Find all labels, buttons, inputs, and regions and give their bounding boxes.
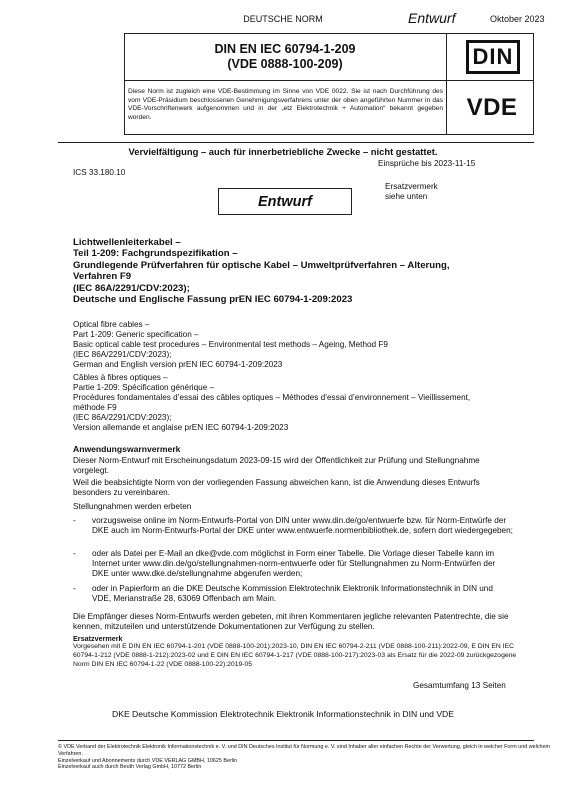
title-box-top-border <box>124 33 534 34</box>
footer-separator <box>58 740 534 741</box>
title-german-line: (IEC 86A/2291/CDV:2023); <box>73 282 190 294</box>
replacement-reference-line: siehe unten <box>385 192 428 201</box>
draft-label: Entwurf <box>408 10 456 26</box>
vde-regulation-note: Diese Norm ist zugleich eine VDE-Bestimmung im Sinne von VDE 0022. Sie ist nach Durchführung des vom VDE-Präsidium beschlossenen Genehmigungsverfahrens unter der oben angeführten Nummer in das VDE-Vorschriftenwerk aufgenommen und in der „etz Elektrotechnik + Automation“ bekannt gegeben worden. <box>128 88 443 121</box>
replacement-text: Vorgesehen mit E DIN EN IEC 60794-1-201 (VDE 0888-100-201):2023-10, DIN EN IEC 60794-2-211 (VDE 0888-100-211):2022-09, E DIN EN IEC 60794-1-212 (VDE 0888-1-212):2023-02 und E DIN EN IEC 60794-1-217 (VDE 0888-100-217):2023-03 als Ersatz für die 2022-09 zurückgezogene Norm DIN EN IEC 60794-1-22 (VDE 0888-100-22):2019-05 <box>73 643 517 668</box>
title-english-line: (IEC 86A/2291/CDV:2023); <box>73 350 172 359</box>
title-german-line: Grundlegende Prüfverfahren für optische Kabel – Umweltprüfverfahren – Alterung, <box>73 259 450 271</box>
standard-number <box>124 42 446 72</box>
title-box-divider <box>446 33 447 135</box>
title-french-line: Partie 1-209: Spécification générique – <box>73 383 215 392</box>
comments-requested: Stellungnahmen werden erbeten <box>73 502 192 511</box>
draft-stamp: Entwurf <box>218 188 352 215</box>
title-french-line: (IEC 86A/2291/CDV:2023); <box>73 413 172 422</box>
title-box-right-border <box>533 33 534 135</box>
objection-deadline: Einsprüche bis 2023-11-15 <box>378 159 476 168</box>
vde-logo: VDE <box>466 94 518 121</box>
title-french-line: Procédures fondamentales d’essai des câbles optiques – Méthodes d’essai d’environnement – Vieillissement, <box>73 393 471 402</box>
footer-line: Einzelverkauf und Abonnements durch VDE VERLAG GMBH, 10625 Berlin <box>58 757 238 764</box>
title-box-bottom-border <box>124 134 534 135</box>
standard-vde-number: (VDE 0888-100-209) <box>227 57 343 71</box>
replacement-reference-line: Ersatzvermerk <box>385 182 438 191</box>
copyright-footer <box>58 744 563 771</box>
title-german-line: Lichtwellenleiterkabel – <box>73 237 181 248</box>
title-german-line: Deutsche und Englische Fassung prEN IEC 60794-1-209:2023 <box>73 294 353 306</box>
reproduction-notice: Vervielfältigung – auch für innerbetriebliche Zwecke – nicht gestattet. <box>128 146 438 157</box>
patent-notice: Die Empfänger dieses Norm-Entwurfs werden gebeten, mit ihren Kommentaren jegliche relevanten Patentrechte, die sie kennen, mitzuteilen und unterstützende Dokumentationen zur Verfügung zu stellen. <box>73 612 509 631</box>
list-item-text: oder als Datei per E-Mail an dke@vde.com möglichst in Form einer Tabelle. Die Vorlage dieser Tabelle kann im Internet unter www.din.de/go/stellungnahmen-norm-entwuerfe oder für Stellungnahmen zu Norm-Entwürfen der DKE unter www.dke.de/stellungnahme abgerufen werden; <box>92 549 496 578</box>
list-dash: - <box>73 549 76 558</box>
standard-din-number: DIN EN IEC 60794-1-209 <box>214 42 356 56</box>
title-english <box>73 320 513 370</box>
list-dash: - <box>73 584 76 593</box>
title-french-line: Câbles à fibres optiques – <box>73 373 168 382</box>
title-box-mid-border <box>124 80 534 81</box>
title-french <box>73 373 513 433</box>
footer-line: Einzelverkauf auch durch Beuth Verlag GmbH, 10772 Berlin <box>58 764 202 771</box>
header-separator <box>58 142 534 143</box>
issue-date: Oktober 2023 <box>490 14 545 24</box>
committee-line: DKE Deutsche Kommission Elektrotechnik Elektronik Informationstechnik in DIN und VDE <box>112 709 454 719</box>
title-french-line: méthode F9 <box>73 403 117 412</box>
title-english-line: Basic optical cable test procedures – Environmental test methods – Ageing, Method F9 <box>73 340 388 349</box>
total-pages: Gesamtumfang 13 Seiten <box>413 681 506 690</box>
din-logo: DIN <box>466 40 520 74</box>
footer-line: © VDE Verband der Elektrotechnik Elektronik Informationstechnik e. V. und DIN Deutsches Institut für Normung e. V. sind Inhaber aller einfachen Rechte der Verwertung, gleich in welcher Form und welchem Verfahren. <box>58 744 550 757</box>
replacement-reference <box>385 182 438 202</box>
document-type: DEUTSCHE NORM <box>243 14 323 24</box>
list-item-text: oder in Papierform an die DKE Deutsche Kommission Elektrotechnik Elektronik Informationstechnik in DIN und VDE, Merianstraße 28, 63069 Offenbach am Main. <box>92 584 493 603</box>
list-item-text: vorzugsweise online im Norm-Entwurfs-Portal von DIN unter www.din.de/go/entwuerfe bzw. für Norm-Entwürfe der DKE auch im Norm-Entwurfs-Portal der DKE unter www.entwuerfe.normenbibliothek.de, sofern dort wiedergegeben; <box>92 516 513 535</box>
title-english-line: Optical fibre cables – <box>73 320 150 329</box>
title-english-line: German and English version prEN IEC 60794-1-209:2023 <box>73 360 283 369</box>
application-warning-paragraph: Weil die beabsichtigte Norm von der vorliegenden Fassung abweichen kann, ist die Anwendung dieses Entwurfs besonders zu vereinbaren. <box>73 478 480 497</box>
replacement-heading: Ersatzvermerk <box>73 634 123 643</box>
application-warning-heading: Anwendungswarnvermerk <box>73 444 181 454</box>
list-dash: - <box>73 516 76 525</box>
title-german-line: Teil 1-209: Fachgrundspezifikation – <box>73 248 238 260</box>
title-german <box>73 237 513 305</box>
title-english-line: Part 1-209: Generic specification – <box>73 330 199 339</box>
title-german-line: Verfahren F9 <box>73 271 132 283</box>
title-french-line: Version allemande et anglaise prEN IEC 60794-1-209:2023 <box>73 423 289 432</box>
ics-code: ICS 33.180.10 <box>73 168 126 177</box>
application-warning-paragraph: Dieser Norm-Entwurf mit Erscheinungsdatum 2023-09-15 wird der Öffentlichkeit zur Prüfung und Stellungnahme vorgelegt. <box>73 456 480 475</box>
